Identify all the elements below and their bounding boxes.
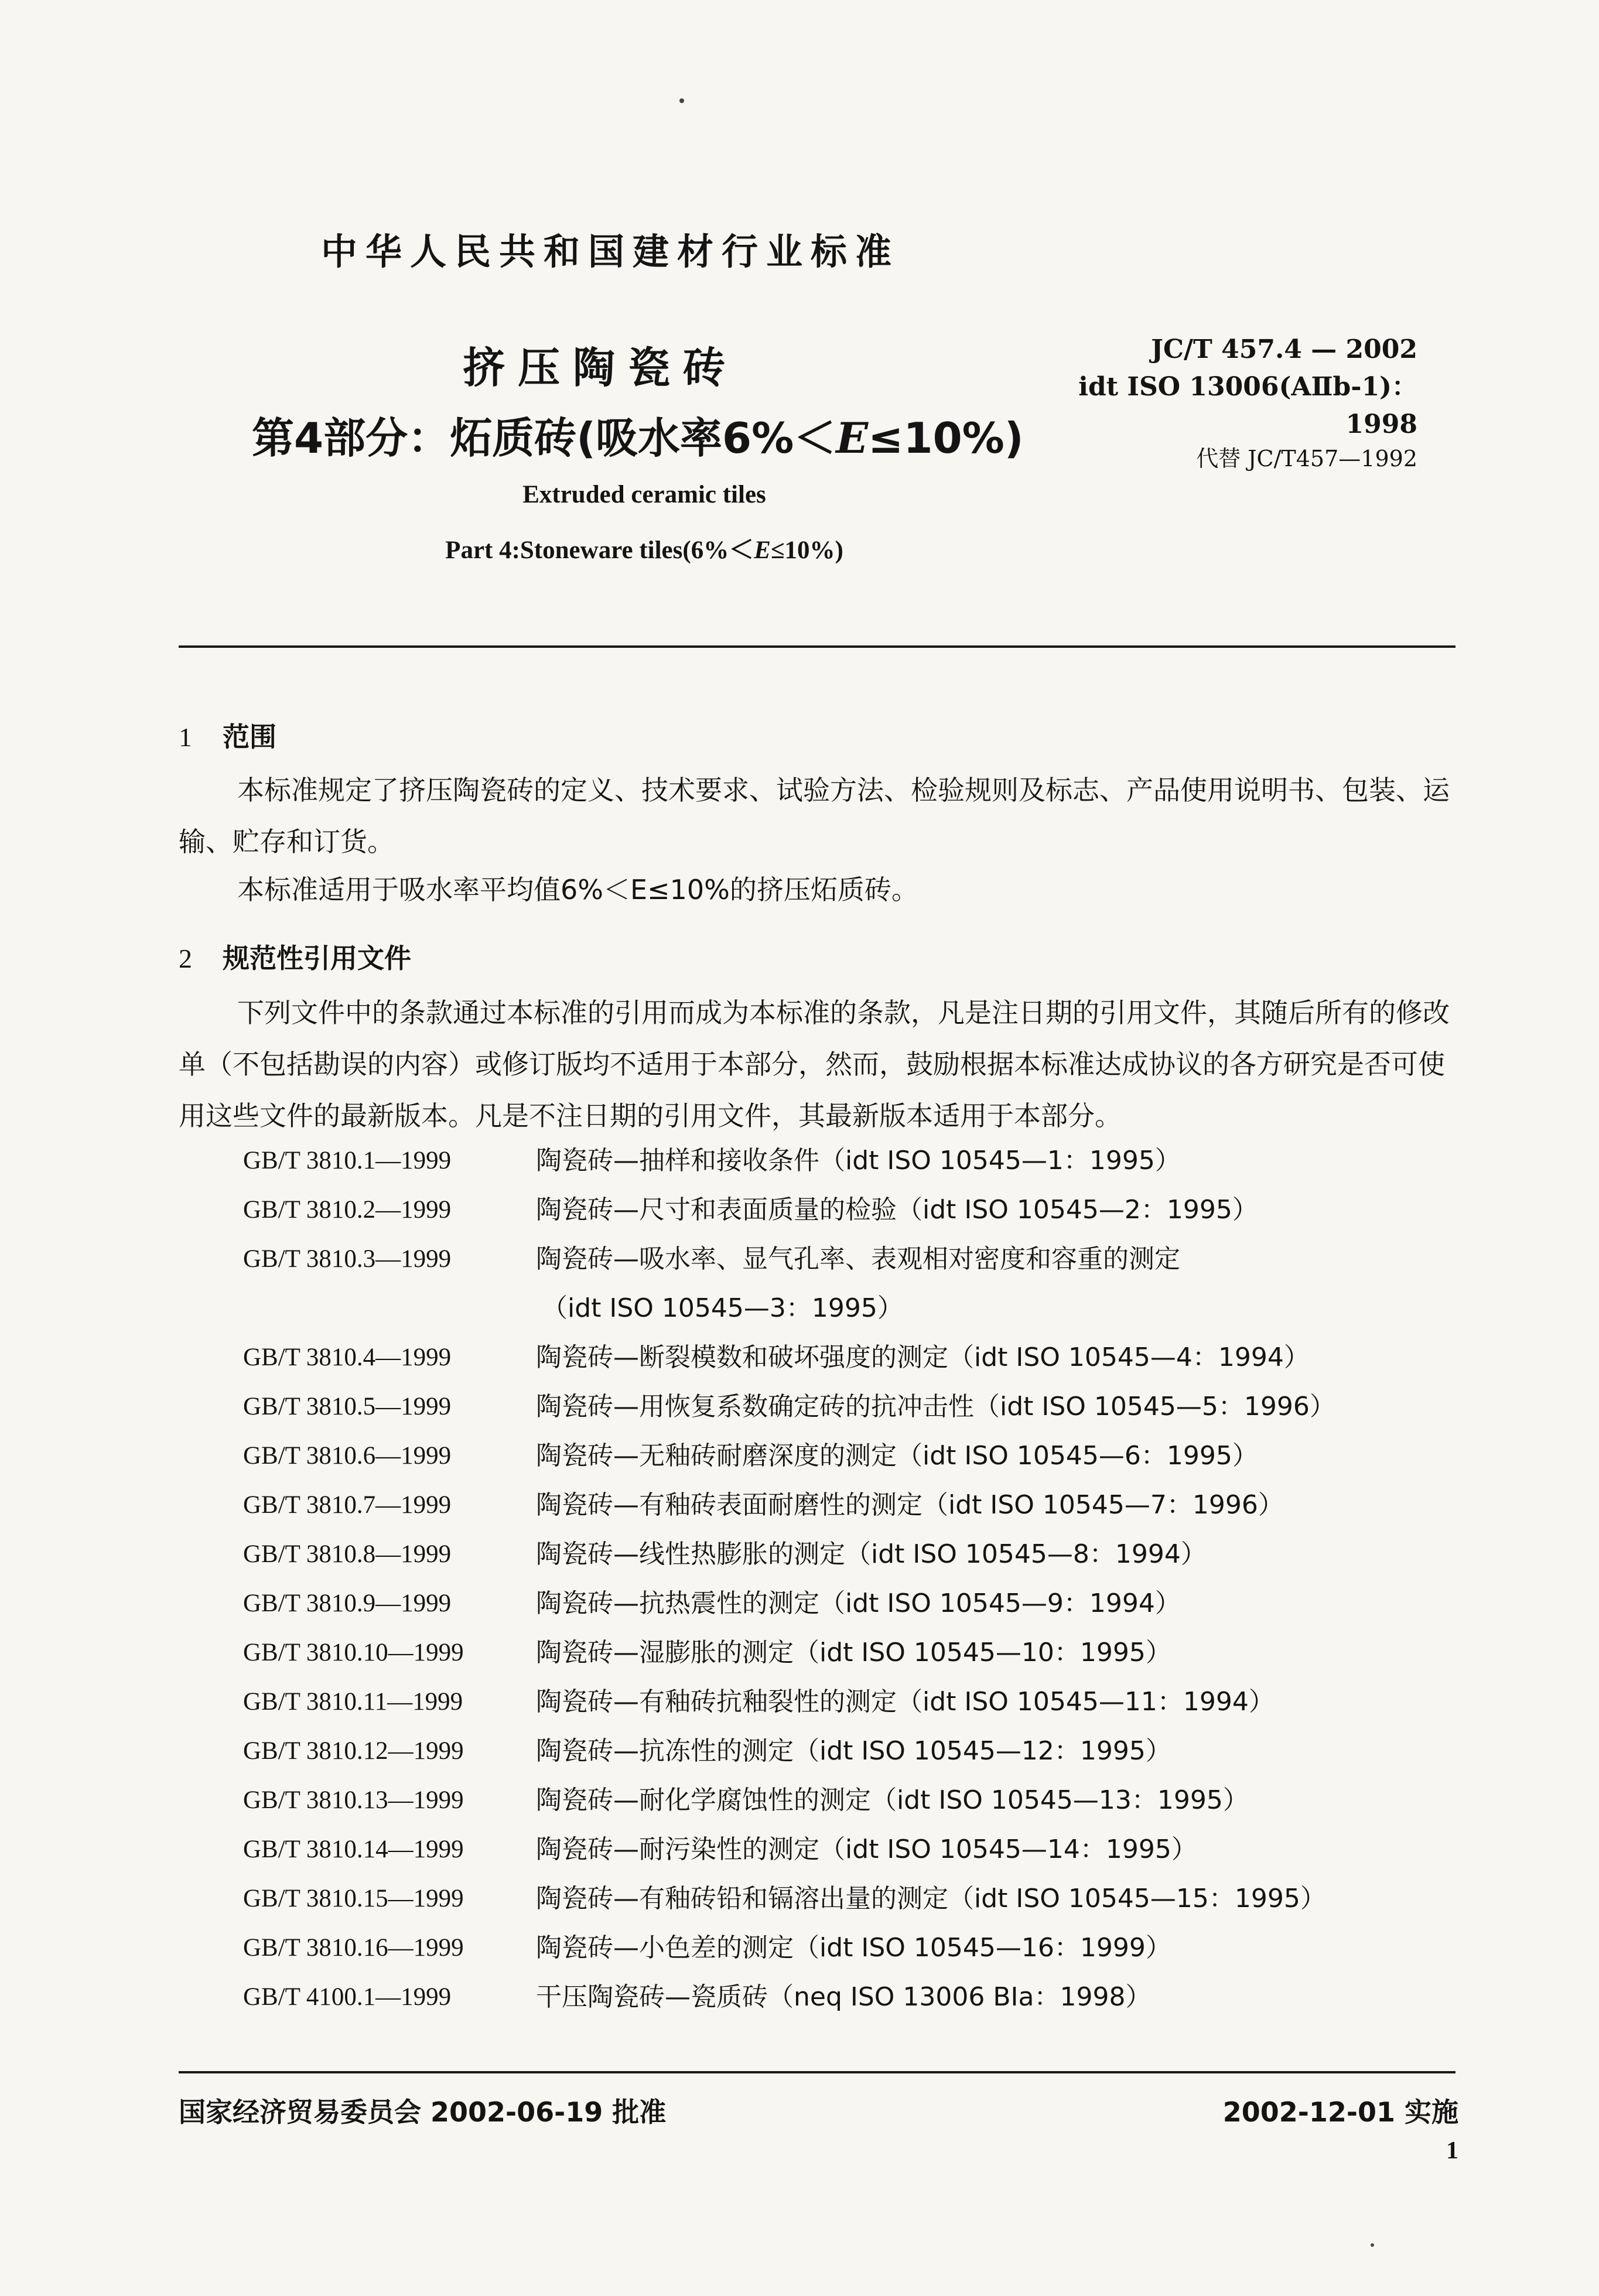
reference-desc: 陶瓷砖—用恢复系数确定砖的抗冲击性（idt ISO 10545—5：1996） — [536, 1392, 1335, 1422]
scan-speck — [679, 98, 684, 103]
reference-item — [243, 1333, 1456, 1382]
reference-desc: 陶瓷砖—无釉砖耐磨深度的测定（idt ISO 10545—6：1995） — [536, 1441, 1258, 1471]
reference-desc: 陶瓷砖—抽样和接收条件（idt ISO 10545—1：1995） — [536, 1146, 1181, 1176]
paragraph-text: 本标准适用于吸水率平均值6%＜E≤10%的挤压炻质砖。 — [237, 874, 918, 906]
reference-code: GB/T 3810.5—1999 — [243, 1393, 452, 1420]
paragraph-text: 本标准规定了挤压陶瓷砖的定义、技术要求、试验方法、检验规则及标志、产品使用说明书、包装、运输、贮存和订货。 — [179, 774, 1450, 857]
reference-item — [243, 1776, 1456, 1825]
reference-code: GB/T 3810.8—1999 — [243, 1540, 452, 1568]
title-english-part-b: ≤10%) — [770, 537, 843, 564]
reference-code: GB/T 3810.12—1999 — [243, 1737, 464, 1765]
reference-item — [243, 1727, 1456, 1776]
reference-code: GB/T 3810.6—1999 — [243, 1442, 452, 1470]
reference-code: GB/T 3810.4—1999 — [243, 1344, 452, 1371]
paragraph-text: 下列文件中的条款通过本标准的引用而成为本标准的条款，凡是注日期的引用文件，其随后所有的修改单（不包括勘误的内容）或修订版均不适用于本部分，然而，鼓励根据本标准达成协议的各方研究是否可使用这些文件的最新版本。凡是不注日期的引用文件，其最新版本适用于本部分。 — [179, 997, 1450, 1132]
title-chinese-main: 挤压陶瓷砖 — [463, 343, 739, 392]
header-divider — [179, 645, 1456, 648]
reference-item — [243, 1382, 1456, 1431]
reference-desc: 干压陶瓷砖—瓷质砖（neq ISO 13006 BIa：1998） — [536, 1982, 1152, 2012]
title-english-part — [0, 530, 1289, 566]
reference-desc: 陶瓷砖—湿膨胀的测定（idt ISO 10545—10：1995） — [536, 1638, 1171, 1668]
title-english-main: Extruded ceramic tiles — [522, 481, 766, 508]
reference-item — [243, 1973, 1456, 2022]
reference-code: GB/T 3810.14—1999 — [243, 1836, 464, 1863]
reference-item — [243, 1677, 1456, 1727]
reference-desc: 陶瓷砖—断裂模数和破坏强度的测定（idt ISO 10545—4：1994） — [536, 1342, 1310, 1372]
section-2-heading — [179, 937, 411, 976]
reference-code: GB/T 3810.2—1999 — [243, 1196, 452, 1224]
reference-item — [243, 1136, 1456, 1185]
title-chinese-part-var: E — [836, 413, 869, 463]
standard-number: JC/T 457.4 — 2002 — [1151, 334, 1417, 364]
reference-item — [243, 1628, 1456, 1677]
section-1-paragraph-2 — [179, 864, 1458, 915]
reference-desc: 陶瓷砖—抗热震性的测定（idt ISO 10545—9：1994） — [536, 1588, 1181, 1618]
reference-desc-continued: （idt ISO 10545—3：1995） — [542, 1293, 903, 1323]
reference-desc: 陶瓷砖—有釉砖铅和镉溶出量的测定（idt ISO 10545—15：1995） — [536, 1884, 1326, 1914]
reference-code: GB/T 3810.10—1999 — [243, 1639, 464, 1666]
reference-list — [243, 1136, 1456, 2022]
reference-desc: 陶瓷砖—小色差的测定（idt ISO 10545—16：1999） — [536, 1933, 1171, 1963]
reference-item — [243, 1923, 1456, 1973]
reference-code: GB/T 3810.13—1999 — [243, 1786, 464, 1814]
title-english-part-var: E — [754, 537, 771, 564]
reference-item — [243, 1579, 1456, 1628]
section-number: 1 — [179, 722, 192, 752]
scan-speck — [1371, 2243, 1374, 2247]
footer-divider — [179, 2071, 1456, 2073]
reference-desc: 陶瓷砖—吸水率、显气孔率、表观相对密度和容重的测定 — [536, 1244, 1180, 1274]
reference-item — [243, 1235, 1456, 1333]
reference-item — [243, 1874, 1456, 1923]
standard-codes — [1031, 331, 1417, 475]
industry-standard-header: 中华人民共和国建材行业标准 — [321, 230, 900, 273]
reference-desc: 陶瓷砖—尺寸和表面质量的检验（idt ISO 10545—2：1995） — [536, 1195, 1258, 1225]
reference-code: GB/T 3810.9—1999 — [243, 1590, 452, 1617]
section-2-paragraph-1 — [179, 987, 1458, 1142]
reference-code: GB/T 3810.3—1999 — [243, 1245, 452, 1273]
reference-desc: 陶瓷砖—耐污染性的测定（idt ISO 10545—14：1995） — [536, 1834, 1197, 1864]
effective-date: 2002-12-01 实施 — [1222, 2096, 1458, 2128]
reference-item — [243, 1825, 1456, 1874]
reference-code: GB/T 3810.11—1999 — [243, 1688, 463, 1716]
reference-item — [243, 1431, 1456, 1481]
reference-desc-group — [536, 1235, 1456, 1333]
title-chinese-part-b: ≤10%) — [868, 414, 1024, 463]
reference-item — [243, 1185, 1456, 1235]
reference-code: GB/T 3810.1—1999 — [243, 1147, 452, 1174]
reference-item — [243, 1481, 1456, 1530]
reference-desc: 陶瓷砖—耐化学腐蚀性的测定（idt ISO 10545—13：1995） — [536, 1785, 1249, 1815]
reference-desc: 陶瓷砖—线性热膨胀的测定（idt ISO 10545—8：1994） — [536, 1539, 1207, 1569]
replaces-standard: 代替 JC/T457—1992 — [1196, 446, 1417, 472]
reference-desc: 陶瓷砖—有釉砖抗釉裂性的测定（idt ISO 10545—11：1994） — [536, 1687, 1275, 1717]
reference-code: GB/T 4100.1—1999 — [243, 1983, 452, 2011]
idt-reference: idt ISO 13006(AⅡb-1)：1998 — [1078, 371, 1417, 439]
reference-item — [243, 1530, 1456, 1579]
reference-code: GB/T 3810.15—1999 — [243, 1885, 464, 1912]
reference-code: GB/T 3810.16—1999 — [243, 1934, 464, 1962]
section-number: 2 — [179, 944, 192, 973]
section-1-heading — [179, 716, 276, 754]
title-chinese-part-a: 第4部分：炻质砖(吸水率6%＜ — [252, 414, 836, 463]
reference-desc: 陶瓷砖—抗冻性的测定（idt ISO 10545—12：1995） — [536, 1736, 1171, 1766]
title-english-part-a: Part 4:Stoneware tiles(6%＜ — [445, 537, 754, 564]
page-number: 1 — [1446, 2137, 1458, 2164]
section-title: 规范性引用文件 — [223, 942, 411, 974]
reference-code: GB/T 3810.7—1999 — [243, 1491, 452, 1519]
title-chinese-part — [252, 404, 1024, 465]
reference-desc: 陶瓷砖—有釉砖表面耐磨性的测定（idt ISO 10545—7：1996） — [536, 1490, 1284, 1520]
approval-line: 国家经济贸易委员会 2002-06-19 批准 — [179, 2096, 667, 2128]
section-1-paragraph-1 — [179, 764, 1458, 867]
section-title: 范围 — [223, 721, 276, 753]
